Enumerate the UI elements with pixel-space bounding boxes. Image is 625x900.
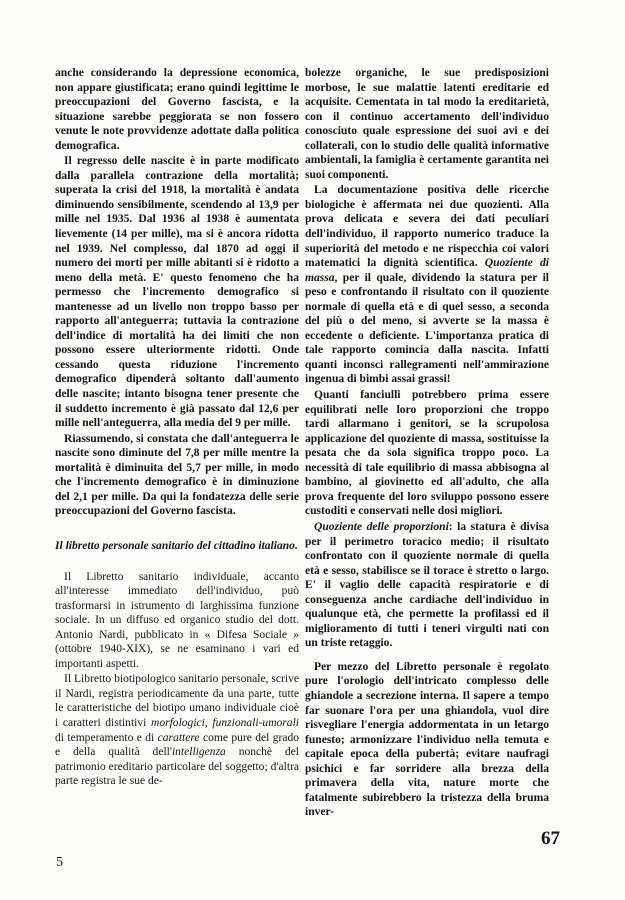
paragraph (305, 520, 549, 651)
emphasis: Quoziente di massa (305, 257, 550, 284)
emphasis: carattere (157, 731, 200, 744)
paragraph (305, 183, 549, 387)
left-column (55, 66, 299, 789)
paragraph: Il regresso delle nascite è in parte modificato dalla parallela contrazione della mortalità; superata la crisi del 1918, la mortalità è andata diminuendo sensibilmente, scendendo al 13,9 per mille nel 1935. Dal 1936 al 1938 è aumentata lievemente (14 per mille), ma si è ancora ridotta nel 1939. Nel complesso, dal 1870 ad oggi il numero dei morti per mille abitanti si è ridotto a meno della metà. E' questo fenomeno che ha permesso che l'incremento demografico si mantenesse ad un livello non troppo basso per rapporto all'anteguerra; tuttavia la contrazione dell'indice di mortalità ha dei limiti che non possono essere ulteriormente ridotti. Onde cessando questa riduzione l'incremento demografico dipenderà soltanto dall'aumento delle nascite; intanto bisogna tener presente che il suddetto incremento è già passato dal 12,6 per mille nell'anteguerra, alla media del 9 per mille. (55, 155, 299, 430)
emphasis: intelligenza (171, 746, 226, 759)
right-column (305, 66, 549, 820)
text-run: nonchè del patrimonio ereditario particolare del soggetto; d'altra parte registra le sue de- (55, 746, 299, 788)
text-run: di temperamento e di (55, 731, 158, 744)
signature-mark: 5 (56, 855, 63, 870)
text-run: La documentazione positiva delle ricerche biologiche è affermata nei due quozienti. Alla prova delicata e severa dei dati peculiari dell'individuo, il rapporto numerico traduce la superiorità del metodo e ne rispecchia coi valori matematici la dignità scientifica. (305, 184, 549, 270)
text-run: : la statura è divisa per il perimetro toracico medio; il risultato confrontato con il quoziente normale di quella età e sesso, stabilisce se il torace è stretto o largo. E' il vaglio delle capacità respiratorie e di conseguenza anche cardiache dell'individuo in qualunque età, che permette la profilassi ed il miglioramento di tutti i teneri virgulti nati con un triste retaggio. (305, 520, 550, 650)
text-run: Il Libretto biotipologico sanitario personale, scrive il Nardi, registra periodicamente da una parte, tutte le caratteristiche del biotipo umano individuale cioè i caratteri distintivi (55, 673, 299, 729)
paragraph: Riassumendo, si constata che dall'anteguerra le nascite sono diminute del 7,8 per mille mentre la mortalità è diminuita del 5,7 per mille, in modo che l'incremento demografico è in diminuzione del 2,1 per mille. Da qui la fondatezza delle serie preoccupazioni del Governo fascista. (55, 432, 299, 518)
paragraph: anche considerando la depressione economica, non appare giustificata; erano quindi legittime le preoccupazioni del Governo fascista, e la situazione sarebbe peggiorata se non fossero venute le note provvidenze adottate dalla politica demografica. (55, 67, 299, 152)
paragraph: Quanti fanciulli potrebbero prima essere equilibrati nelle loro proporzioni che troppo tardi allarmano i genitori, se la scrupolosa applicazione del quoziente di massa, sostituisse la pesata che da sola significa troppo poco. La necessità di tale equilibrio di massa abbisogna al bambino, al giovinetto ed all'adulto, che alla prova frequente del loro sviluppo possono essere custoditi e conservati nelle dosi migliori. (305, 389, 549, 518)
paragraph: bolezze organiche, le sue predisposizioni morbose, le sue malattie latenti ereditarie ed acquisite. Cementata in tal modo la ereditarietà, con il continuo accertamento dell'individuo conosciuto quale espressione dei suoi avi e dei collaterali, con lo studio delle qualità informative ambientali, la famiglia è certamente garantita nei suoi componenti. (305, 67, 549, 181)
paragraph: Il Libretto sanitario individuale, accanto all'interesse immediato dell'individuo, può trasformarsi in istrumento di larghissima funzione sociale. In un diffuso ed organico studio del dott. Antonio Nardi, pubblicato in « Difesa Sociale » (ottobre 1940-XIX), se ne esaminano i vari ed importanti aspetti. (55, 570, 299, 670)
text-run: , per il quale, dividendo la statura per il peso e confrontando il risultato con il quoziente normale di quella età e di quel sesso, a seconda del più o del meno, si avverte se la massa è eccedente o deficiente. L'importanza pratica di tale rapporto comincia dalla nascita. Infatti quanti inconsci rallegramenti nell'ammirazione ingenua di bimbi assai grassi! (305, 271, 549, 386)
text-run: come pure del grado e della qualità dell' (55, 731, 299, 759)
emphasis: morfologici, funzionali-umorali (150, 716, 299, 729)
paragraph: Per mezzo del Libretto personale è regolato pure l'orologio dell'intricato complesso delle ghiandole a secrezione interna. Il sapere a tempo far suonare l'ora per una ghiandola, vuol dire risvegliare l'energia addormentata in un letargo funesto; armonizzare l'individuo nella temuta e capitale epoca della pubertà; evitare naufragi psichici e far sorridere alla brezza della primavera della vita, nature morte che fatalmente subirebbero la tristezza della bruma inver- (305, 660, 549, 819)
section-heading: Il libretto personale sanitario del cittadino italiano. (55, 539, 298, 552)
paragraph (55, 672, 299, 788)
page-number: 67 (541, 828, 560, 849)
emphasis: Quoziente delle proporzioni (314, 520, 449, 533)
